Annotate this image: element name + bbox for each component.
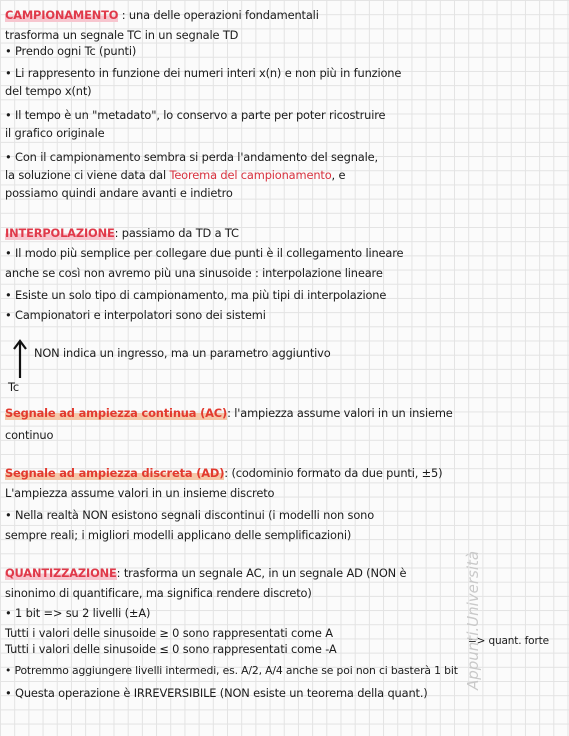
campionamento-heading-line (5, 8, 319, 22)
interpolazione-bullet-1: • Il modo più semplice per collegare due punti è il collegamento lineare (5, 246, 404, 260)
campionamento-bullet-4: • Con il campionamento sembra si perda l'andamento del segnale, (5, 150, 378, 164)
arrow-note-text: NON indica un ingresso, ma un parametro aggiuntivo (34, 346, 331, 360)
ampiezza-discreta-def-cont: L'ampiezza assume valori in un insieme discreto (5, 486, 275, 500)
interpolazione-bullet-2: • Esiste un solo tipo di campionamento, ma più tipi di interpolazione (5, 288, 387, 302)
campionamento-bullet-2: • Li rappresento in funzione dei numeri interi x(n) e non più in funzione (5, 66, 402, 80)
interpolazione-heading-line (5, 226, 239, 240)
campionamento-bullet-4-cont: la soluzione ci viene data dal Teorema del campionamento, e (5, 168, 346, 182)
campionamento-bullet-2-cont: del tempo x(nt) (5, 84, 92, 98)
interpolazione-bullet-3: • Campionatori e interpolatori sono dei sistemi (5, 308, 266, 322)
campionamento-title: CAMPIONAMENTO (5, 8, 119, 22)
campionamento-bullet-3-cont: il grafico originale (5, 126, 105, 140)
campionamento-bullet-3: • Il tempo è un "metadato", lo conservo a parte per poter ricostruire (5, 108, 386, 122)
watermark: Appunti.Università (464, 550, 482, 690)
quantizzazione-heading-line (5, 566, 406, 580)
interpolazione-bullet-1-cont: anche se così non avremo più una sinusoide : interpolazione lineare (5, 266, 383, 280)
campionamento-def-line2: trasforma un segnale TC in un segnale TD (5, 28, 239, 42)
ampiezza-discreta-bullet-1-cont: sempre reali; i migliori modelli applicano delle semplificazioni) (5, 528, 352, 542)
ampiezza-discreta-title: Segnale ad ampiezza discreta (AD) (5, 466, 225, 480)
ampiezza-continua-title: Segnale ad ampiezza continua (AC) (5, 406, 228, 420)
arrow-note-symbol: Tc (8, 380, 19, 394)
quantizzazione-bullet-2: • Potremmo aggiungere livelli intermedi, es. A/2, A/4 anche se poi non ci basterà 1 bit (5, 664, 458, 677)
ampiezza-continua-def-cont: continuo (5, 428, 54, 442)
quantizzazione-line-a: Tutti i valori delle sinusoide ≥ 0 sono rappresentati come A (5, 626, 333, 640)
teorema-campionamento-link: Teorema del campionamento (169, 168, 332, 182)
quantizzazione-title: QUANTIZZAZIONE (5, 566, 117, 580)
quantizzazione-def: : trasforma un segnale AC, in un segnale AD (NON è (116, 566, 407, 580)
campionamento-bullet-4-cont2: possiamo quindi andare avanti e indietro (5, 186, 233, 200)
ampiezza-continua-def: : l'ampiezza assume valori in un insieme (227, 406, 453, 420)
quant-forte-note: => quant. forte (468, 635, 549, 647)
ampiezza-discreta-heading-line (5, 466, 442, 480)
campionamento-def: : una delle operazioni fondamentali (121, 8, 319, 22)
interpolazione-title: INTERPOLAZIONE (5, 226, 115, 240)
ampiezza-continua-heading-line (5, 406, 453, 420)
up-arrow-icon (12, 338, 28, 380)
ampiezza-discreta-bullet-1: • Nella realtà NON esistono segnali discontinui (i modelli non sono (5, 508, 375, 522)
quantizzazione-line-b: Tutti i valori delle sinusoide ≤ 0 sono rappresentati come -A (5, 642, 337, 656)
campionamento-bullet-1: • Prendo ogni Tc (punti) (5, 44, 137, 58)
quantizzazione-bullet-3: • Questa operazione è IRREVERSIBILE (NON esiste un teorema della quant.) (5, 686, 428, 700)
quantizzazione-bullet-1: • 1 bit => su 2 livelli (±A) (5, 606, 151, 620)
ampiezza-discreta-def: : (codominio formato da due punti, ±5) (224, 466, 443, 480)
interpolazione-def: : passiamo da TD a TC (114, 226, 239, 240)
quantizzazione-def-cont: sinonimo di quantificare, ma significa rendere discreto) (5, 586, 312, 600)
